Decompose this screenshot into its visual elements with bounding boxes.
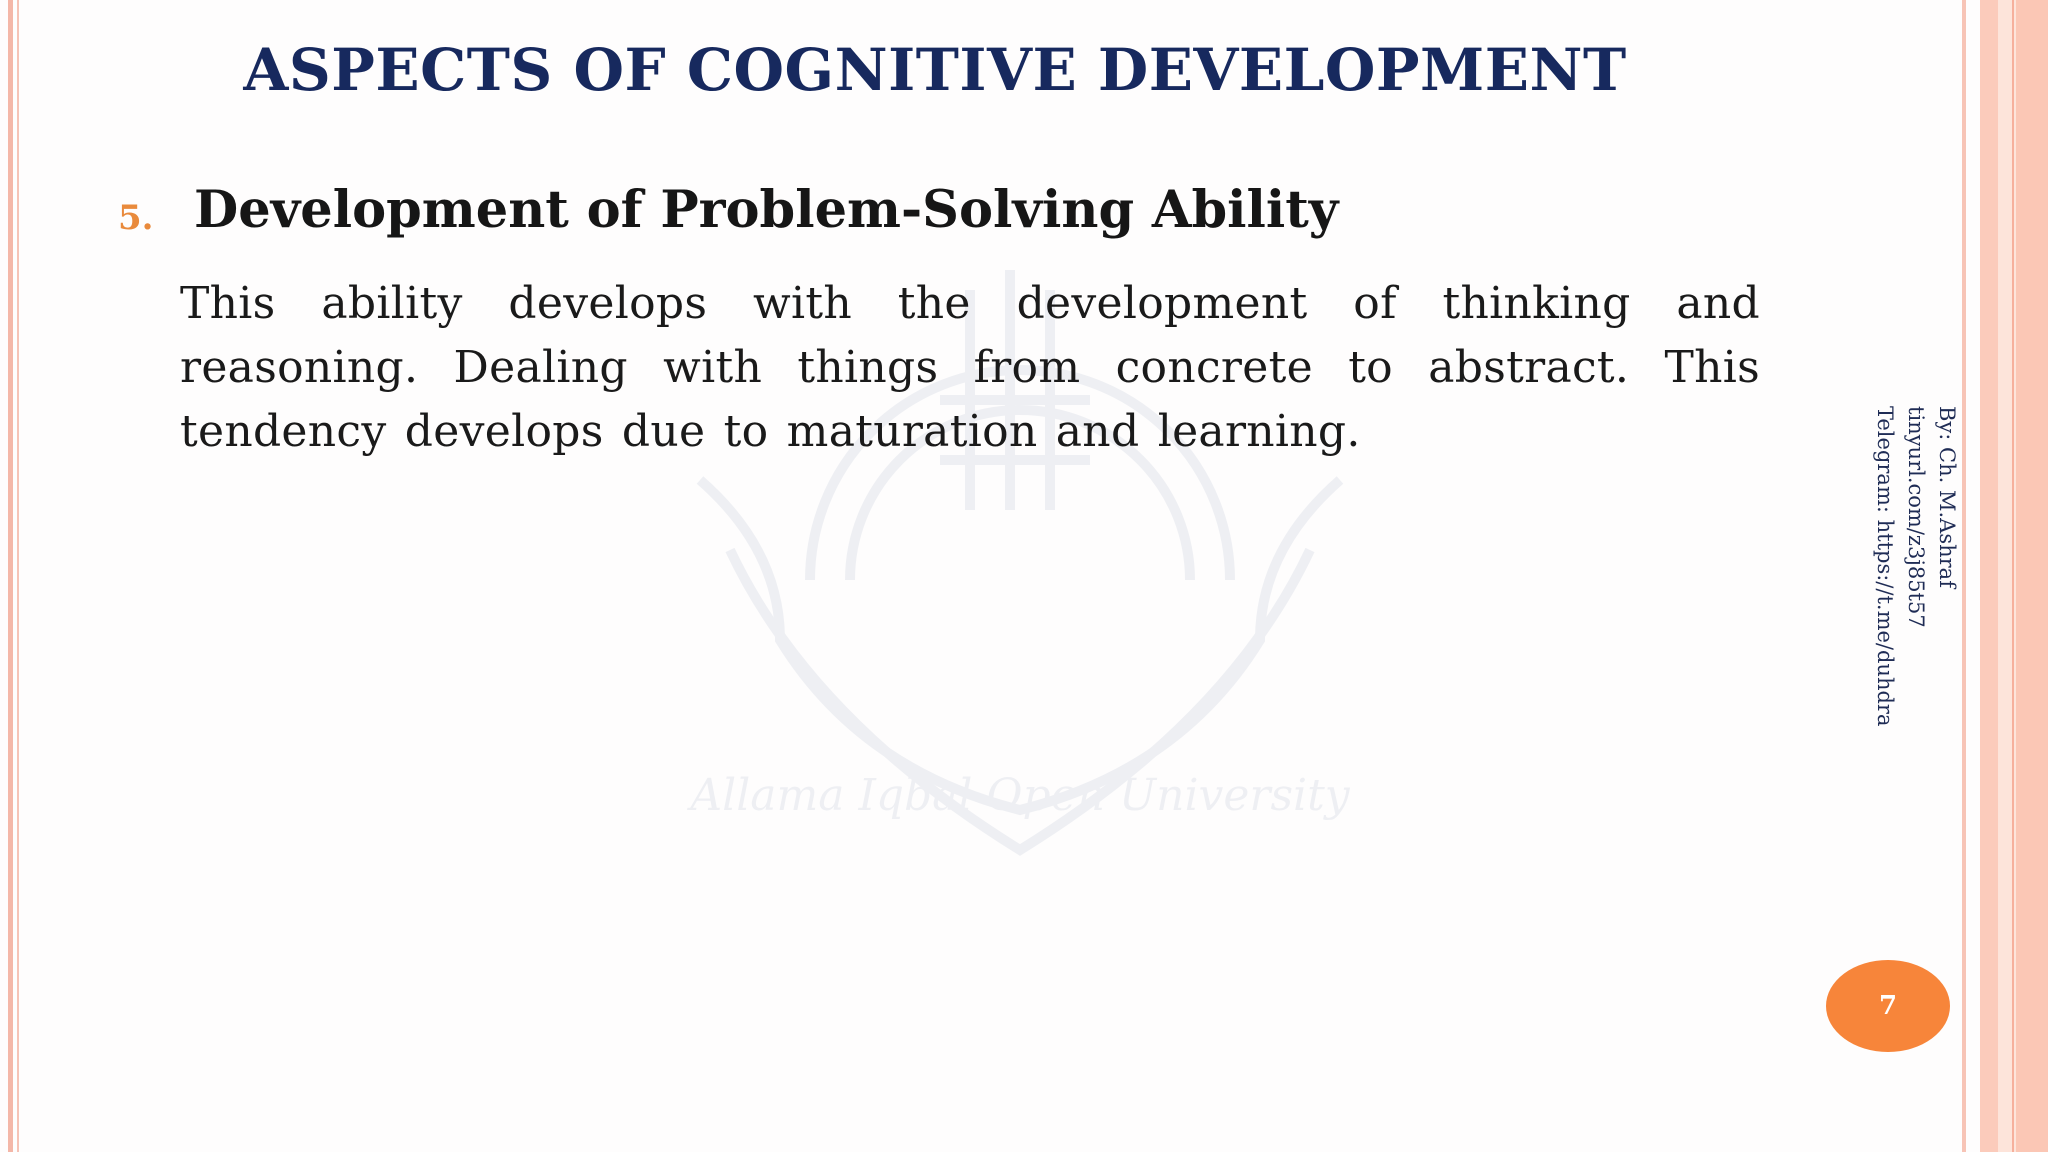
page-number-badge <box>1826 960 1950 1052</box>
body-paragraph: This ability develops with the development of thinking and reasoning. Dealing with things from concrete to abstract. This tendency develops due to maturation and learning. <box>180 278 1760 457</box>
item-number: 5. <box>118 198 154 238</box>
page-number: 7 <box>1878 991 1898 1021</box>
credit-telegram: Telegram: https://t.me/duhdra <box>1873 406 1897 727</box>
watermark-text: Allama Iqbal Open University <box>690 770 1350 821</box>
left-border-line <box>8 0 13 1152</box>
slide-title: ASPECTS OF COGNITIVE DEVELOPMENT <box>243 36 1627 104</box>
right-border-line <box>1962 0 1966 1152</box>
author-credits <box>1873 406 1962 766</box>
right-border-line-thin <box>2012 0 2014 1152</box>
section-heading: Development of Problem-Solving Ability <box>194 180 1339 240</box>
right-border-band <box>1980 0 1998 1152</box>
credit-author: By: Ch. M.Ashraf <box>1935 406 1959 588</box>
left-border-line-thin <box>17 0 19 1152</box>
right-border-band-outer <box>2016 0 2048 1152</box>
credit-link: tinyurl.com/z3j85t57 <box>1904 406 1928 628</box>
